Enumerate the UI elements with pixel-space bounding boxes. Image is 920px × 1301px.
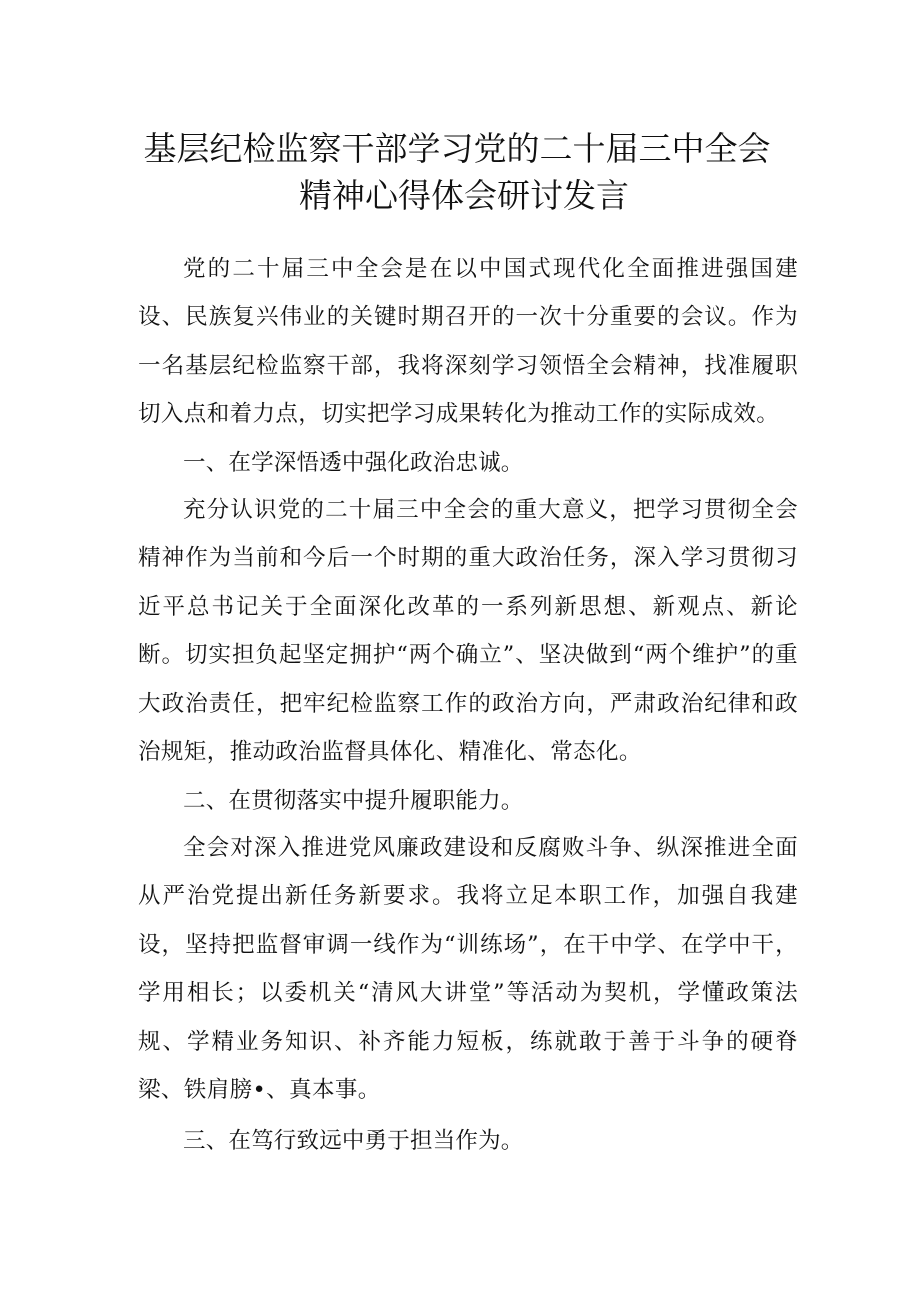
section-heading-2: 二、在贯彻落实中提升履职能力。 — [183, 788, 524, 814]
section-heading-1: 一、在学深悟透中强化政治忠诚。 — [183, 450, 524, 476]
section-heading-3: 三、在笃行致远中勇于担当作为。 — [183, 1128, 524, 1154]
section-body-2: 全会对深入推进党风廉政建设和反腐败斗争、纵深推进全面从严治党提出新任务新要求。我将立足本职工作，加强自我建设，坚持把监督审调一线作为“训练场”，在干中学、在学中干，学用相长；以委机关“清风大讲堂”等活动为契机，学懂政策法规、学精业务知识、补齐能力短板，练就敢于善于斗争的硬脊梁、铁肩膀•、真本事。 — [138, 835, 798, 1104]
intro-paragraph: 党的二十届三中全会是在以中国式现代化全面推进强国建设、民族复兴伟业的关键时期召开的一次十分重要的会议。作为一名基层纪检监察干部，我将深刻学习领悟全会精神，找准履职切入点和着力点，切实把学习成果转化为推动工作的实际成效。 — [138, 256, 798, 428]
document-title-line1: 基层纪检监察干部学习党的二十届三中全会 — [143, 129, 771, 168]
section-body-1: 充分认识党的二十届三中全会的重大意义，把学习贯彻全会精神作为当前和今后一个时期的重大政治任务，深入学习贯彻习近平总书记关于全面深化改革的一系列新思想、新观点、新论断。切实担负起坚定拥护“两个确立”、坚决做到“两个维护”的重大政治责任，把牢纪检监察工作的政治方向，严肃政治纪律和政治规矩，推动政治监督具体化、精准化、常态化。 — [138, 497, 798, 766]
document-title-line2: 精神心得体会研讨发言 — [299, 176, 629, 215]
